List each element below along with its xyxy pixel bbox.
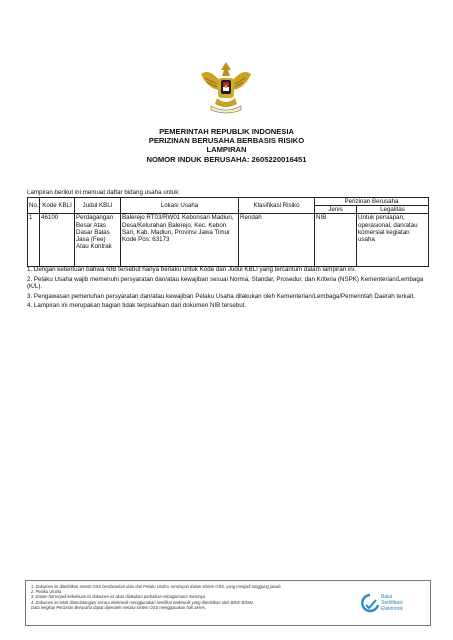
footer-note: 3. Dalam hal terjadi kekeliruan isi dokumen ini akan dilakukan perbaikan sebagaimana mestinya. bbox=[31, 594, 207, 600]
header-lokasi-usaha: Lokasi Usaha bbox=[121, 198, 239, 214]
cell-judul-kbli: Perdagangan Besar Atas Dasar Balas Jasa (Fee) Atau Kontrak bbox=[75, 214, 121, 267]
bsre-logo-line: Sertifikasi bbox=[381, 600, 403, 606]
garuda-emblem-icon bbox=[195, 56, 257, 118]
bsre-logo-line: Elektronik bbox=[381, 606, 403, 612]
footer-note: 1. Dokumen ini diterbitkan sistem OSS berdasarkan data dari Pelaku Usaha, tersimpan dalam sistem OSS, yang menjadi tanggung jawab bbox=[31, 584, 281, 589]
table-header-row bbox=[28, 198, 429, 206]
provisions-list bbox=[27, 266, 437, 312]
header-perizinan-berusaha: Perizinan Berusaha bbox=[315, 198, 429, 206]
footer-disclaimer-box bbox=[25, 580, 431, 626]
footer-note: 2. Pelaku Usaha. bbox=[31, 589, 63, 595]
heading-government: PEMERINTAH REPUBLIK INDONESIA bbox=[159, 127, 294, 136]
header-no: No. bbox=[28, 198, 40, 214]
footer-notes bbox=[31, 584, 361, 610]
provision-item: 1. Dengan ketentuan bahwa NIB tersebut hanya berlaku untuk Kode dan Judul KBLI yang tercantum dalam lampiran ini. bbox=[27, 266, 356, 273]
heading-permit-type: PERIZINAN BERUSAHA BERBASIS RISIKO bbox=[148, 136, 305, 146]
provision-item: 4. Lampiran ini merupakan bagian tidak terpisahkan dari dokumen NIB tersebut. bbox=[27, 302, 247, 310]
table-row bbox=[28, 214, 429, 267]
footer-note: Data lengkap Perizinan Berusaha dapat diperoleh melalui sistem OSS menggunakan hak akses. bbox=[31, 604, 206, 610]
bsre-logo-icon bbox=[360, 593, 380, 615]
business-field-table bbox=[27, 197, 429, 267]
provision-item: 2. Pelaku Usaha wajib memenuhi persyaratan dan/atau kewajiban sesuai Norma, Standar, Prosedur, dan Kriteria (NSPK) Kementerian/Lembaga (K/L). bbox=[27, 275, 424, 291]
header-judul-kbli: Judul KBLI bbox=[75, 198, 121, 214]
document-heading bbox=[0, 127, 453, 164]
cell-legalitas: Untuk persiapan, operasional, dan/atau komersial kegiatan usaha bbox=[357, 214, 429, 267]
heading-attachment: LAMPIRAN bbox=[206, 145, 247, 155]
header-kode-kbli: Kode KBLI bbox=[40, 198, 75, 214]
intro-text: Lampiran berikut ini memuat daftar bidang usaha untuk: bbox=[27, 189, 181, 196]
cell-jenis: NIB bbox=[315, 214, 357, 267]
bsre-logo-text bbox=[381, 594, 403, 612]
header-jenis: Jenis bbox=[315, 206, 357, 214]
bsre-logo-line: Balai bbox=[381, 594, 393, 600]
cell-no: 1 bbox=[28, 214, 40, 267]
cell-klasifikasi-risiko: Rendah bbox=[239, 214, 315, 267]
header-klasifikasi-risiko: Klasifikasi Risiko bbox=[239, 198, 315, 214]
cell-lokasi-usaha: Balerejo RT03/RW01 Kebonsari Madiun, Desa/Kelurahan Balerejo, Kec. Kebon Sari, Kab. Madiun, Provinsi Jawa Timur Kode Pos: 63173 bbox=[121, 214, 239, 267]
provision-item: 3. Pengawasan pemenuhan persyaratan dan/atau kewajiban Pelaku Usaha dilakukan oleh Kementerian/Lembaga/Pemerintah Daerah terkait. bbox=[27, 292, 415, 300]
header-legalitas: Legalitas bbox=[357, 206, 429, 214]
heading-nib-number: NOMOR INDUK BERUSAHA: 2605220016451 bbox=[146, 154, 307, 164]
footer-note: 4. Dokumen ini telah ditandatangani secara elektronik menggunakan sertifikat elektronik yang diterbitkan oleh BSrE-BSSN. bbox=[31, 599, 254, 605]
cell-kode-kbli: 46100 bbox=[40, 214, 75, 267]
bsre-logo bbox=[360, 591, 422, 617]
